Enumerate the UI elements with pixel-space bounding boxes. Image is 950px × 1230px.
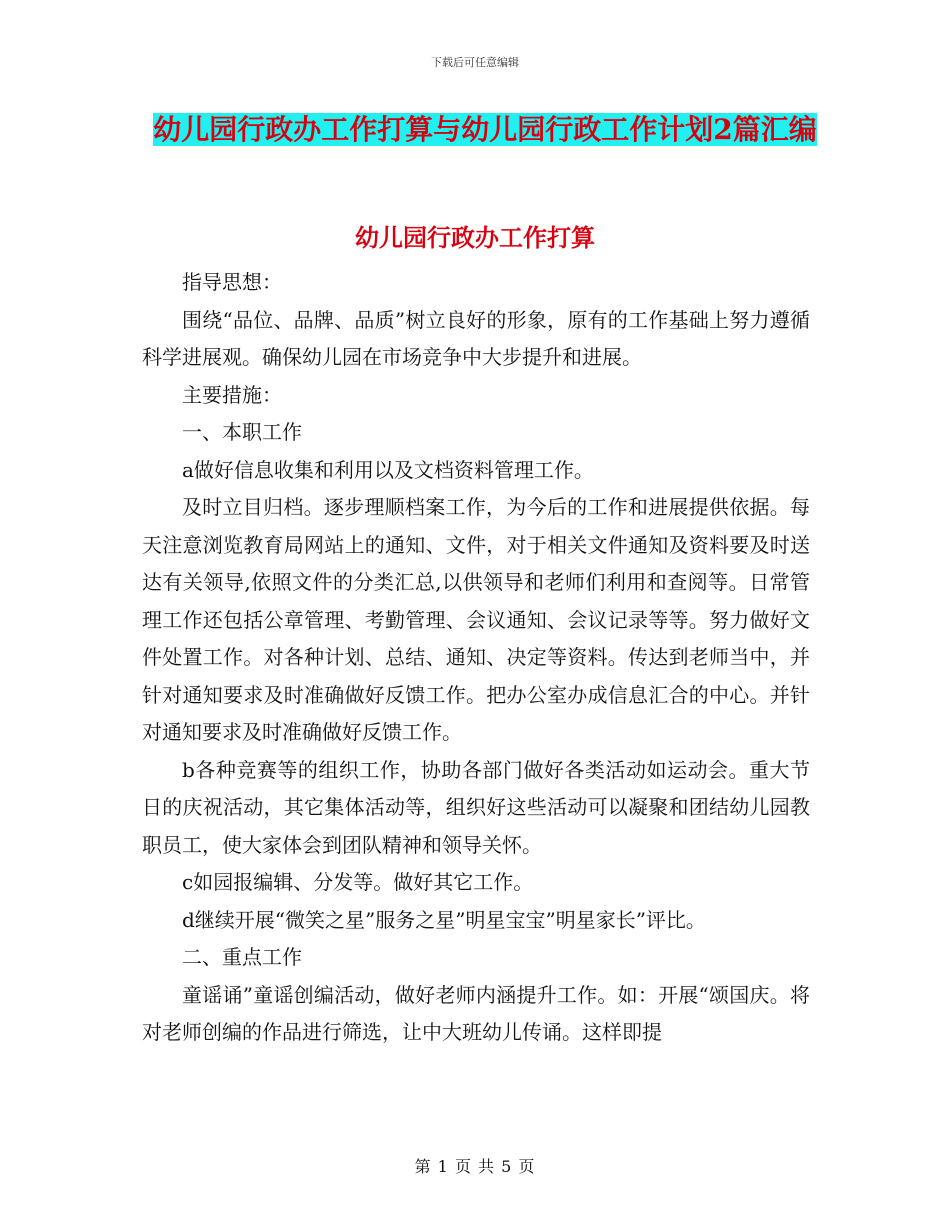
paragraph: a做好信息收集和利用以及文档资料管理工作。	[182, 457, 594, 482]
document-title	[140, 106, 830, 154]
header-note: 下载后可任意编辑	[431, 56, 519, 69]
paragraph: b各种竞赛等的组织工作，协助各部门做好各类活动如运动会。重大节日的庆祝活动，其它集体活动等，组织好这些活动可以凝聚和团结幼儿园教职员工，使大家体会到团队精神和领导关怀。	[142, 757, 810, 857]
paragraph: 指导思想：	[182, 270, 282, 294]
paragraph: 二、重点工作	[182, 945, 302, 969]
paragraph: d继续开展“微笑之星”服务之星”明星宝宝”明星家长”评比。	[182, 907, 706, 932]
paragraph: 童谣诵”童谣创编活动，做好老师内涵提升工作。如：开展“颂国庆。将对老师创编的作品进行筛选，让中大班幼儿传诵。这样即提	[142, 982, 810, 1044]
paragraph: 一、本职工作	[182, 420, 302, 444]
section-title: 幼儿园行政办工作打算	[355, 223, 595, 252]
document-title-highlight: 幼儿园行政办工作打算与幼儿园行政工作计划2篇汇编	[153, 113, 817, 146]
paragraph: c如园报编辑、分发等。做好其它工作。	[182, 870, 534, 894]
paragraph: 及时立目归档。逐步理顺档案工作，为今后的工作和进展提供依据。每天注意浏览教育局网站上的通知、文件，对于相关文件通知及资料要及时送达有关领导,依照文件的分类汇总,以供领导和老师们利用和查阅等。日常管理工作还包括公章管理、考勤管理、会议通知、会议记录等等。努力做好文件处置工作。对各种计划、总结、通知、决定等资料。传达到老师当中，并针对通知要求及时准确做好反馈工作。把办公室办成信息汇合的中心。并针对通知要求及时准确做好反馈工作。	[142, 495, 810, 744]
page-indicator: 第 1 页 共 5 页	[414, 1157, 536, 1176]
paragraph: 主要措施：	[182, 382, 282, 407]
paragraph: 围绕“品位、品牌、品质”树立良好的形象，原有的工作基础上努力遵循科学进展观。确保幼儿园在市场竞争中大步提升和进展。	[142, 307, 810, 369]
document-body	[142, 264, 810, 1052]
